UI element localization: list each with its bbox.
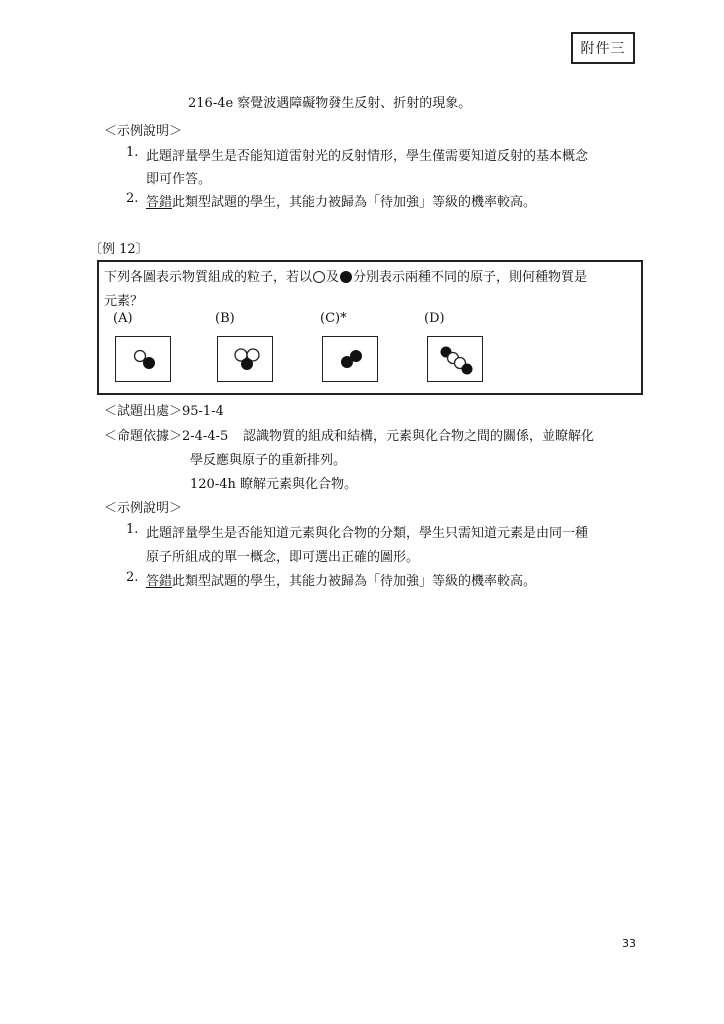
- black-white-white-black-chain-icon: [428, 337, 484, 383]
- page-number: 33: [622, 937, 636, 950]
- basis-line-2: 學反應與原子的重新排列。: [190, 453, 347, 468]
- source-heading: ＜試題出處＞95-1-4: [104, 404, 224, 419]
- option-c-label: (C)*: [320, 311, 347, 326]
- two-black-atoms-molecule-icon: [323, 337, 379, 383]
- question-part-2: 分別表示兩種不同的原子，則何種物質是: [353, 270, 588, 285]
- top-item-2-num: 2.: [126, 191, 139, 206]
- question-part-1: 下列各圖表示物質組成的粒子，若以: [104, 270, 313, 285]
- question-line-2: 元素？: [104, 294, 144, 309]
- option-c-figure: [322, 336, 378, 382]
- option-b-figure: [217, 336, 273, 382]
- basis-line-1: 認識物質的組成和結構，元素與化合物之間的關係，並瞭解化: [243, 429, 595, 444]
- top-item-1-line1: 此題評量學生是否能知道雷射光的反射情形，學生僅需要知道反射的基本概念: [146, 149, 589, 164]
- white-and-black-atoms-separate-icon: [116, 337, 172, 383]
- bottom-item-2-num: 2.: [126, 570, 139, 585]
- question-and: 及: [326, 270, 340, 285]
- bottom-item-2-underlined: 答錯: [146, 574, 173, 589]
- bottom-item-1-line1: 此題評量學生是否能知道元素與化合物的分類，學生只需知道元素是由同一種: [146, 526, 589, 541]
- bottom-item-2-rest: 此類型試題的學生，其能力被歸為「待加強」等級的機率較高。: [172, 574, 537, 589]
- top-item-2-underlined: 答錯: [146, 195, 173, 210]
- two-white-one-black-molecule-icon: [218, 337, 274, 383]
- basis-line-3: 120-4h 瞭解元素與化合物。: [190, 477, 357, 492]
- option-d-label: (D): [424, 311, 445, 326]
- top-item-2-rest: 此類型試題的學生，其能力被歸為「待加強」等級的機率較高。: [172, 195, 537, 210]
- basis-heading: ＜命題依據＞2-4-4-5: [104, 429, 229, 444]
- bottom-item-2: [146, 570, 536, 589]
- option-d-figure: [427, 336, 483, 382]
- white-atom-icon: [313, 271, 325, 283]
- example-heading-bottom: ＜示例說明＞: [104, 501, 183, 516]
- attachment-label: 附件三: [571, 32, 635, 64]
- question-line-1: [104, 266, 587, 285]
- option-a-label: (A): [113, 311, 133, 326]
- bottom-item-1-num: 1.: [126, 522, 139, 537]
- objective-line: 216-4e 察覺波遇障礙物發生反射、折射的現象。: [188, 96, 472, 111]
- example-heading-top: ＜示例說明＞: [104, 124, 183, 139]
- bottom-item-1-line2: 原子所組成的單一概念，即可選出正確的圖形。: [146, 550, 420, 565]
- top-item-1-num: 1.: [126, 145, 139, 160]
- option-a-figure: [115, 336, 171, 382]
- black-atom-icon: [340, 271, 352, 283]
- example-12-label: 〔例 12〕: [89, 242, 149, 257]
- top-item-2: [146, 191, 536, 210]
- option-b-label: (B): [215, 311, 235, 326]
- top-item-1-line2: 即可作答。: [146, 172, 212, 187]
